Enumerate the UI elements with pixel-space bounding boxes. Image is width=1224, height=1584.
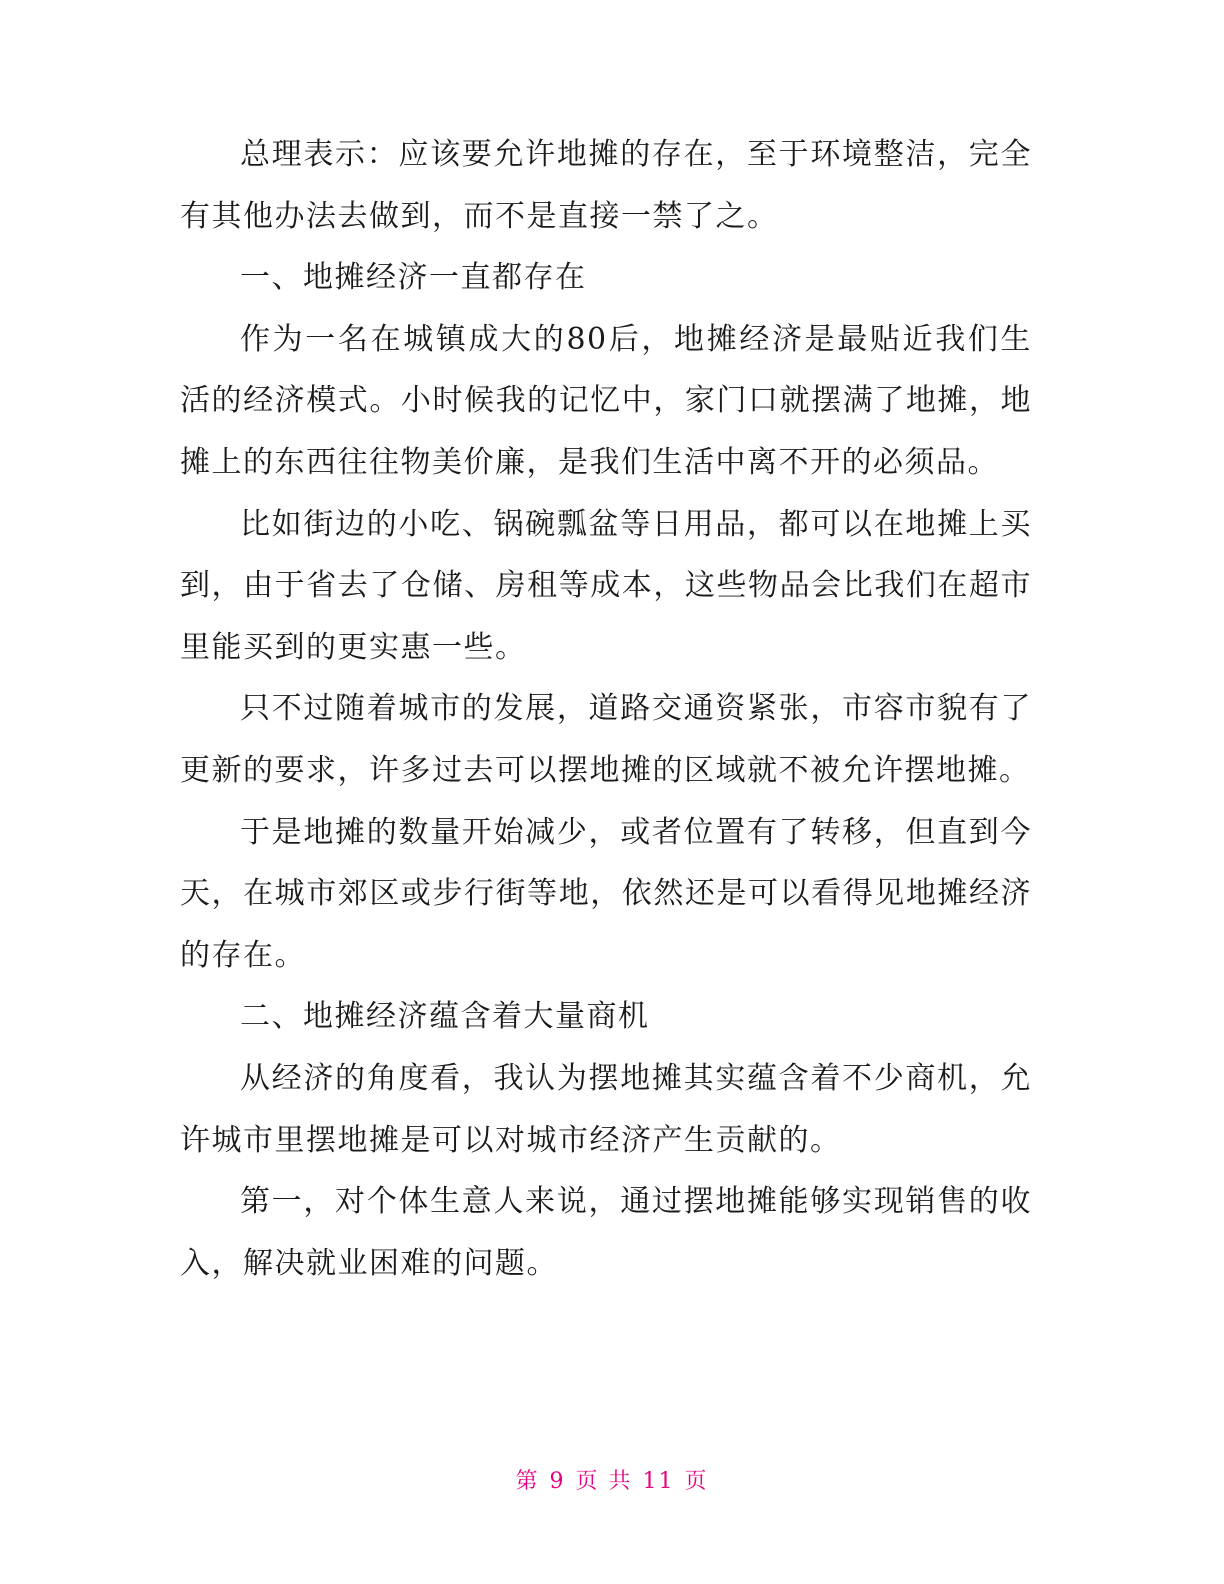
section-heading: 一、地摊经济一直都存在	[240, 260, 587, 296]
footer-middle: 页 共	[575, 1469, 633, 1494]
footer-prefix: 第	[515, 1469, 540, 1494]
section-heading: 二、地摊经济蕴含着大量商机	[240, 999, 650, 1035]
paragraph: 比如街边的小吃、锅碗瓢盆等日用品，都可以在地摊上买到，由于省去了仓储、房租等成本，这些物品会比我们在超市里能买到的更实惠一些。	[180, 506, 1032, 665]
footer-suffix: 页	[684, 1469, 709, 1494]
paragraph: 总理表示：应该要允许地摊的存在，至于环境整洁，完全有其他办法去做到，而不是直接一禁了之。	[180, 137, 1032, 234]
paragraph: 只不过随着城市的发展，道路交通资紧张，市容市貌有了更新的要求，许多过去可以摆地摊的区域就不被允许摆地摊。	[180, 691, 1032, 788]
page-footer	[0, 1464, 1224, 1495]
paragraph: 作为一名在城镇成大的80后，地摊经济是最贴近我们生活的经济模式。小时候我的记忆中，家门口就摆满了地摊，地摊上的东西往往物美价廉，是我们生活中离不开的必须品。	[180, 321, 1032, 480]
document-body	[180, 124, 1032, 1294]
current-page-number: 9	[549, 1469, 566, 1494]
paragraph: 于是地摊的数量开始减少，或者位置有了转移，但直到今天，在城市郊区或步行街等地，依然还是可以看得见地摊经济的存在。	[180, 814, 1032, 973]
paragraph: 第一，对个体生意人来说，通过摆地摊能够实现销售的收入，解决就业困难的问题。	[180, 1184, 1032, 1281]
paragraph: 从经济的角度看，我认为摆地摊其实蕴含着不少商机，允许城市里摆地摊是可以对城市经济产生贡献的。	[180, 1060, 1032, 1158]
total-pages-number: 11	[642, 1469, 675, 1494]
